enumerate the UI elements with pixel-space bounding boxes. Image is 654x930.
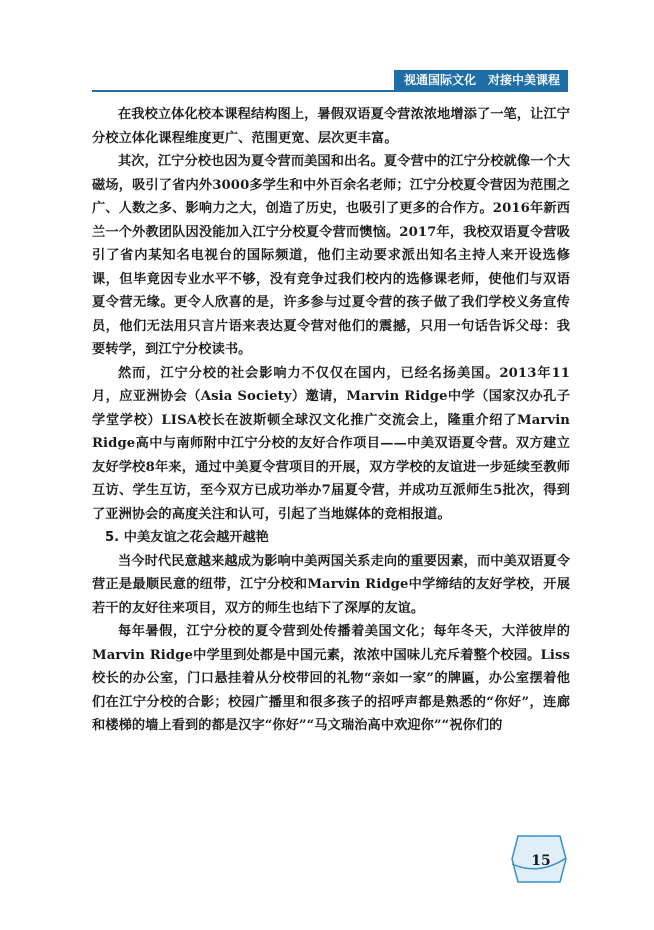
paragraph-4: 当今时代民意越来越成为影响中美两国关系走向的重要因素，而中美双语夏令营正是最顺民意的纽带，江宁分校和Marvin Ridge中学缔结的友好学校，开展若干的友好往来项目，双方的师生也结下了深厚的友谊。 — [92, 553, 570, 616]
page-number-badge — [510, 832, 568, 886]
paragraph-5: 每年暑假，江宁分校的夏令营到处传播着美国文化；每年冬天，大洋彼岸的Marvin Ridge中学里到处都是中国元素，浓浓中国味儿充斥着整个校园。Liss校长的办公室，门口悬挂着从分校带回的礼物“亲如一家”的牌匾，办公室摆着他们在江宁分校的合影；校园广播里和很多孩子的招呼声都是熟悉的“你好”，连廊和楼梯的墙上看到的都是汉字“你好”“马文瑞治高中欢迎你”“祝你们的 — [92, 624, 570, 733]
paragraph-3: 然而，江宁分校的社会影响力不仅仅在国内，已经名扬美国。2013年11月，应亚洲协会（Asia Society）邀请，Marvin Ridge中学（国家汉办孔子学堂学校）LISA校长在波斯顿全球汉文化推广交流会上，隆重介绍了Marvin Ridge高中与南师附中江宁分校的友好合作项目——中美双语夏令营。双方建立友好学校8年来，通过中美夏令营项目的开展，双方学校的友谊进一步延续至教师互访、学生互访，至今双方已成功举办7届夏令营，并成功互派师生5批次，得到了亚洲协会的高度关注和认可，引起了当地媒体的竞相报道。 — [92, 365, 570, 522]
running-header — [92, 70, 568, 92]
section-heading: 5. 中美友谊之花会越开越艳 — [105, 530, 269, 545]
header-title: 视通国际文化 对接中美课程 — [394, 70, 568, 90]
body-text — [92, 103, 570, 738]
page-number: 15 — [531, 853, 551, 869]
paragraph-1: 在我校立体化校本课程结构图上，暑假双语夏令营浓浓地增添了一笔，让江宁分校立体化课程维度更广、范围更宽、层次更丰富。 — [92, 107, 570, 146]
paragraph-2: 其次，江宁分校也因为夏令营而美国和出名。夏令营中的江宁分校就像一个大磁场，吸引了省内外3000多学生和中外百余名老师；江宁分校夏令营因为范围之广、人数之多、影响力之大，创造了历史，也吸引了更多的合作方。2016年新西兰一个外教团队因没能加入江宁分校夏令营而懊恼。2017年，我校双语夏令营吸引了省内某知名电视台的国际频道，他们主动要求派出知名主持人来开设选修课，但毕竟因专业水平不够，没有竞争过我们校内的选修课老师，使他们与双语夏令营无缘。更令人欣喜的是，许多参与过夏令营的孩子做了我们学校义务宣传员，他们无法用只言片语来表达夏令营对他们的震撼，只用一句话告诉父母：我要转学，到江宁分校读书。 — [92, 154, 570, 357]
header-rule — [92, 90, 568, 92]
